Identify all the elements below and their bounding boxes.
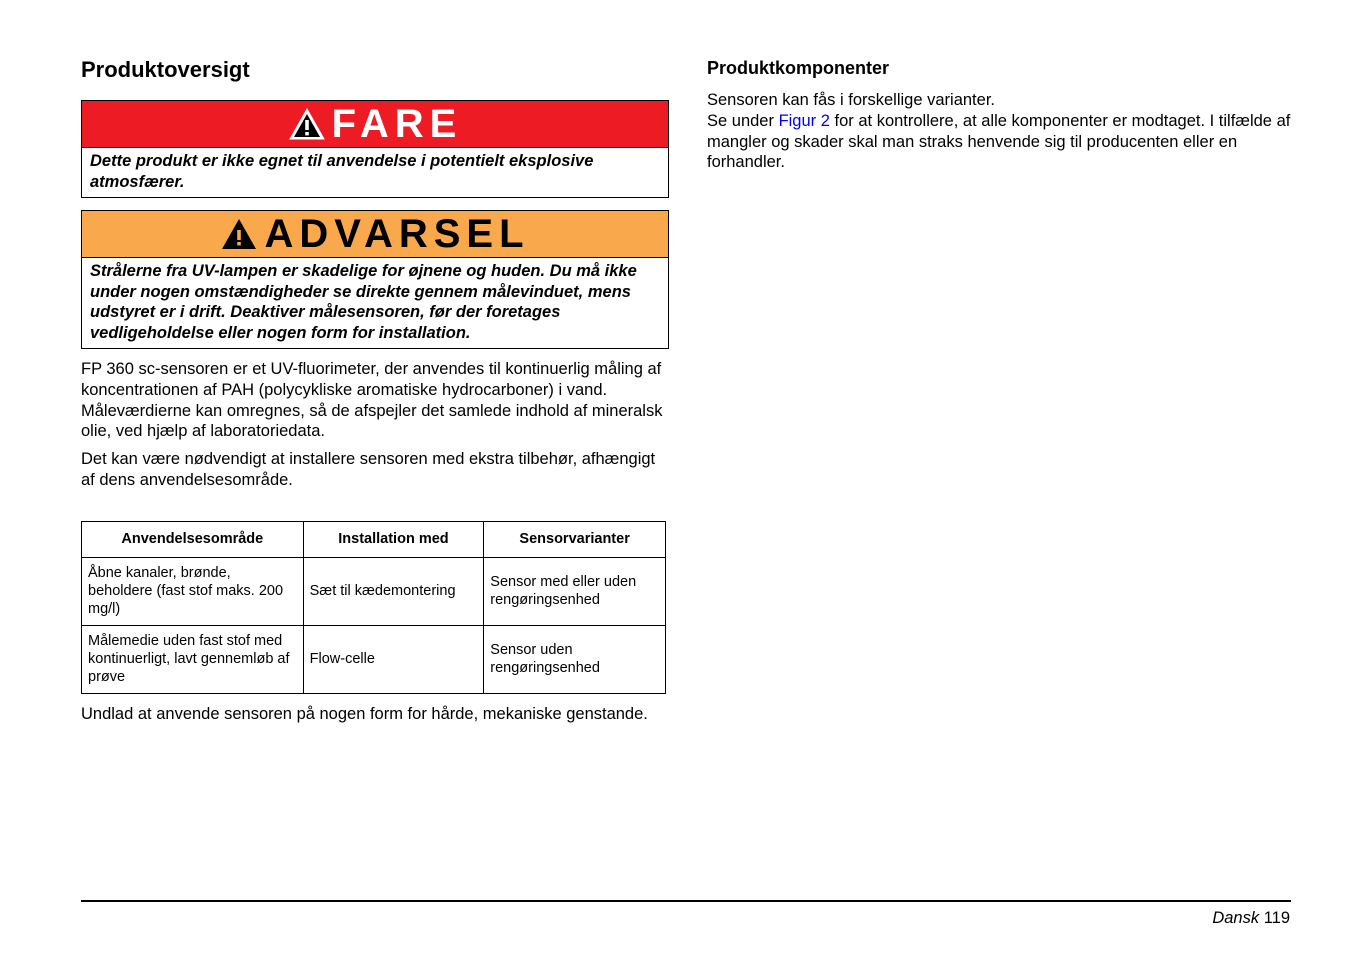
table-row [82,557,666,625]
table-cell: Sensor med eller uden rengøringsenhed [484,557,666,625]
warning-signal-word: ADVARSEL [264,212,530,256]
warning-header [82,211,668,258]
table-header-cell: Sensorvarianter [484,521,666,557]
left-column [81,54,669,724]
accessory-paragraph: Det kan være nødvendigt at installere sensoren med ekstra tilbehør, afhængigt af dens anvendelsesområde. [81,450,656,489]
table-cell: Flow-celle [303,625,484,693]
components-text-pre: Se under [707,111,779,130]
right-column [707,54,1292,173]
table-cell: Sæt til kædemontering [303,557,484,625]
table-row [82,625,666,693]
components-paragraph [707,111,1292,173]
warning-text: Strålerne fra UV-lampen er skadelige for øjnene og huden. Du må ikke under nogen omstændigheder se direkte gennem målevinduet, mens udstyret er i drift. Deaktiver målesensoren, før der foretages vedligeholdelse eller nogen form for installation. [90,262,637,342]
danger-header [82,101,668,148]
table-header-cell: Anvendelsesområde [82,521,304,557]
footer-divider [81,900,1291,902]
danger-signal-word: FARE [331,102,463,146]
danger-text: Dette produkt er ikke egnet til anvendelse i potentielt eksplosive atmosfærer. [90,152,594,191]
components-text-post: for at kontrollere, at alle komponenter er modtaget. I tilfælde af mangler og skader skal man straks henvende sig til producenten eller en forhandler. [707,111,1291,172]
warning-triangle-icon [288,107,326,141]
table-header-cell: Installation med [303,521,484,557]
caution-paragraph: Undlad at anvende sensoren på nogen form for hårde, mekaniske genstande. [81,704,648,723]
table-header-row [82,521,666,557]
warning-box [81,210,669,349]
table-cell: Sensor uden rengøringsenhed [484,625,666,693]
warning-triangle-icon [220,217,258,251]
figure-2-link[interactable]: Figur 2 [778,111,830,130]
application-table [81,521,666,694]
components-line-1: Sensoren kan fås i forskellige varianter. [707,91,995,109]
subsection-title: Produktkomponenter [707,58,890,78]
page-footer [1212,907,1290,929]
table-cell: Åbne kanaler, brønde, beholdere (fast stof maks. 200 mg/l) [82,557,304,625]
section-title: Produktoversigt [81,57,250,82]
intro-paragraph: FP 360 sc-sensoren er et UV-fluorimeter, der anvendes til kontinuerlig måling af koncentrationen af PAH (polycykliske aromatiske hydrocarboner) i vand. Måleværdierne kan omregnes, så de afspejler det samlede indhold af mineralsk olie, ved hjælp af laboratoriedata. [81,360,663,441]
danger-box [81,100,669,198]
table-cell: Målemedie uden fast stof med kontinuerligt, lavt gennemløb af prøve [82,625,304,693]
footer-language: Dansk [1212,909,1260,927]
page-number: 119 [1263,909,1290,927]
